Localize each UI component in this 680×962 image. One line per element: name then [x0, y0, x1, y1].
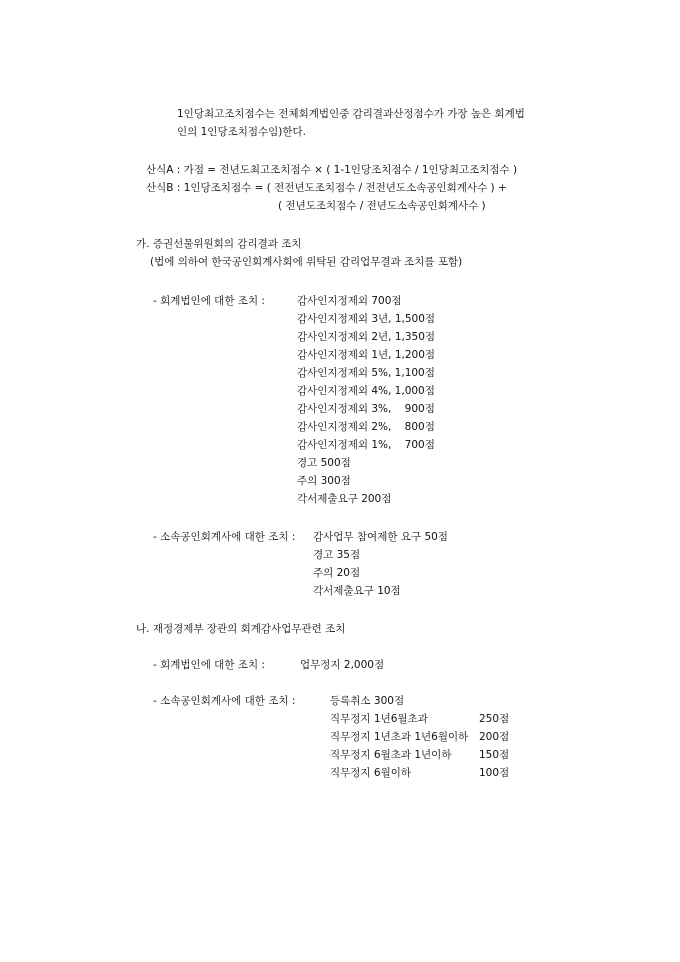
cpa-measure-item: 감사업무 참여제한 요구 50점	[313, 531, 448, 543]
na-cpa-measure-score: 150점	[479, 749, 510, 761]
intro-line-1: 1인당최고조치점수는 전체회계법인중 감리결과산정점수가 가장 높은 회계법	[177, 108, 525, 120]
cpa-measure-item: 경고 35점	[313, 549, 361, 561]
section-ga-note: (법에 의하여 한국공인회계사회에 위탁된 감리업무결과 조치를 포함)	[150, 256, 463, 268]
na-cpa-measure-score: 100점	[479, 767, 510, 779]
firm-measure-item: 감사인지정제외 3%, 900점	[297, 403, 435, 415]
formula-b-line-1: 산식B : 1인당조치점수 = ( 전전년도조치점수 / 전전년도소속공인회계사수 ) +	[146, 182, 507, 194]
cpa-measure-item: 주의 20점	[313, 567, 361, 579]
firm-measure-item: 각서제출요구 200점	[297, 493, 392, 505]
firm-measure-item: 감사인지정제외 2년, 1,350점	[297, 331, 436, 343]
na-cpa-measure-item: 직무정지 1년초과 1년6월이하	[330, 731, 469, 743]
firm-measure-item: 감사인지정제외 5%, 1,100점	[297, 367, 435, 379]
na-cpa-measure-item: 등록취소 300점	[330, 695, 405, 707]
firm-measure-item: 감사인지정제외 700점	[297, 295, 402, 307]
section-ga-firm-label: - 회계법인에 대한 조치 :	[153, 295, 269, 307]
firm-measure-item: 감사인지정제외 4%, 1,000점	[297, 385, 435, 397]
intro-line-2: 인의 1인당조치점수임)한다.	[177, 126, 307, 138]
na-cpa-measure-item: 직무정지 1년6월초과	[330, 713, 428, 725]
firm-measure-item: 감사인지정제외 1%, 700점	[297, 439, 435, 451]
firm-measure-item: 주의 300점	[297, 475, 351, 487]
firm-measure-item: 경고 500점	[297, 457, 351, 469]
section-ga-cpa-label: - 소속공인회계사에 대한 조치 :	[153, 531, 299, 543]
section-ga-heading: 가. 증권선물위원회의 감리결과 조치	[136, 238, 302, 250]
na-cpa-measure-item: 직무정지 6월이하	[330, 767, 412, 779]
cpa-measure-item: 각서제출요구 10점	[313, 585, 401, 597]
section-na-cpa-label: - 소속공인회계사에 대한 조치 :	[153, 695, 299, 707]
formula-a: 산식A : 가점 = 전년도최고조치점수 × ( 1-1인당조치점수 / 1인당최고조치점수 )	[146, 164, 518, 176]
section-na-heading: 나. 재정경제부 장관의 회계감사업무관련 조치	[136, 623, 346, 635]
na-cpa-measure-score: 200점	[479, 731, 510, 743]
na-cpa-measure-score: 250점	[479, 713, 510, 725]
firm-measure-item: 감사인지정제외 2%, 800점	[297, 421, 435, 433]
na-cpa-measure-item: 직무정지 6월초과 1년이하	[330, 749, 452, 761]
section-na-firm-label: - 회계법인에 대한 조치 :	[153, 659, 272, 671]
formula-b-line-2: ( 전년도조치점수 / 전년도소속공인회계사수 )	[278, 200, 486, 212]
firm-measure-item: 감사인지정제외 3년, 1,500점	[297, 313, 436, 325]
section-na-firm-item: 업무정지 2,000점	[300, 659, 385, 671]
firm-measure-item: 감사인지정제외 1년, 1,200점	[297, 349, 436, 361]
